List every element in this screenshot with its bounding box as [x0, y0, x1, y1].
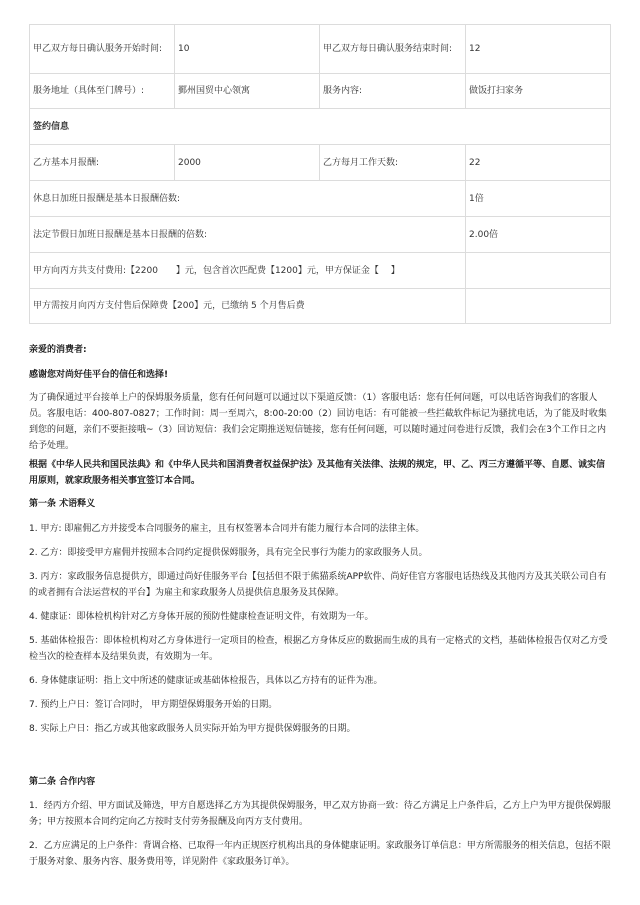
work-days-label: 乙方每月工作天数:: [320, 145, 466, 181]
aftersales-fee-value: [466, 289, 611, 324]
article2-title: 第二条 合作内容: [29, 777, 96, 787]
section-title-signing: 签约信息: [30, 109, 611, 145]
article1-item: 6. 身体健康证明：指上文中所述的健康证或基础体检报告，具体以乙方持有的证件为准。: [29, 676, 383, 686]
article1-item: 8. 实际上户日：指乙方或其他家政服务人员实际开始为甲方提供保姆服务的日期。: [29, 724, 356, 734]
table-row: [30, 181, 611, 217]
article1-item: 3. 丙方：家政服务信息提供方，即通过尚好佳服务平台【包括但不限于熊猫系统APP软件、尚好佳官方客服电话热线及其他丙方及其关联公司自有的或者拥有合法运营权的平台】为雇主和家政服务人员提供信息服务及其保障。: [29, 572, 607, 598]
monthly-pay-label: 乙方基本月报酬:: [30, 145, 175, 181]
holiday-multiplier-value: 2.00倍: [466, 217, 611, 253]
service-start-value: 10: [175, 25, 320, 74]
aftersales-fee-label: 甲方需按月向丙方支付售后保障费【200】元，已缴纳 5 个月售后费: [30, 289, 466, 324]
monthly-pay-value: 2000: [175, 145, 320, 181]
article2-item: 2．乙方应满足的上户条件：背调合格、已取得一年内正规医疗机构出具的身体健康证明。家政服务订单信息：甲方所需服务的相关信息，包括不限于服务对象、服务内容、服务费用等，详见附件《家政服务订单》。: [29, 841, 611, 867]
table-row: [30, 74, 611, 109]
rest-day-multiplier-label: 休息日加班日报酬是基本日报酬倍数:: [30, 181, 466, 217]
article1-item: 2. 乙方：即接受甲方雇佣并按照本合同约定提供保姆服务，具有完全民事行为能力的家政服务人员。: [29, 548, 428, 558]
service-address-value: 鄞州国贸中心领寓: [175, 74, 320, 109]
table-row: [30, 109, 611, 145]
table-row: [30, 145, 611, 181]
service-end-label: 甲乙双方每日确认服务结束时间:: [320, 25, 466, 74]
article2-item: 1．经丙方介绍、甲方面试及筛选，甲方自愿选择乙方为其提供保姆服务，甲乙双方协商一致：待乙方满足上户条件后，乙方上户为甲方提供保姆服务；甲方按照本合同约定向乙方按时支付劳务报酬及向丙方支付费用。: [29, 801, 611, 827]
article1-item: 5. 基础体检报告：即体检机构对乙方身体进行一定项目的检查，根据乙方身体反应的数据而生成的具有一定格式的文档，基础体检报告仅对乙方受检当次的检查样本及结果负责，有效期为一年。: [29, 636, 608, 662]
table-row: [30, 289, 611, 324]
service-address-label: 服务地址（具体至门牌号）:: [30, 74, 175, 109]
letter-body: 为了确保通过平台接单上户的保姆服务质量，您有任何问题可以通过以下渠道反馈：（1）客服电话：您有任何问题，可以电话咨询我们的客服人员。客服电话：400-807-0827；工作时间：周一至周六，8:00-20:00（2）回访电话：有可能被一些拦截软件标记为骚扰电话，为了能及时收集到您的问题，亲们不要拒接哦~（3）回访短信：我们会定期推送短信链接，您有任何问题，可以随时通过问卷进行反馈，我们会在3个工作日之内给予处理。: [29, 393, 607, 451]
article1-item: 1. 甲方: 即雇佣乙方并接受本合同服务的雇主，且有权签署本合同并有能力履行本合同的法律主体。: [29, 524, 425, 534]
total-fee-label: 甲方向丙方共支付费用:【2200 】元，包含首次匹配费【1200】元，甲方保证金【 】: [30, 253, 466, 289]
article1-title: 第一条 术语释义: [29, 499, 96, 509]
letter-thanks: 感谢您对尚好佳平台的信任和选择!: [29, 370, 169, 380]
service-start-label: 甲乙双方每日确认服务开始时间:: [30, 25, 175, 74]
rest-day-multiplier-value: 1倍: [466, 181, 611, 217]
service-content-value: 做饭打扫家务: [466, 74, 611, 109]
table-row: [30, 217, 611, 253]
contract-info-table: [29, 24, 611, 324]
holiday-multiplier-label: 法定节假日加班日报酬是基本日报酬的倍数:: [30, 217, 466, 253]
table-row: [30, 253, 611, 289]
article1-item: 7. 预约上户日：签订合同时， 甲方期望保姆服务开始的日期。: [29, 700, 278, 710]
article1-item: 4. 健康证：即体检机构针对乙方身体开展的预防性健康检查证明文件，有效期为一年。: [29, 612, 374, 622]
service-end-value: 12: [466, 25, 611, 74]
service-content-label: 服务内容:: [320, 74, 466, 109]
work-days-value: 22: [466, 145, 611, 181]
table-row: [30, 25, 611, 74]
legal-basis: 根据《中华人民共和国民法典》和《中华人民共和国消费者权益保护法》及其他有关法律、法规的规定，甲、乙、丙三方遵循平等、自愿、诚实信用原则，就家政服务相关事宜签订本合同。: [29, 460, 606, 486]
total-fee-value: [466, 253, 611, 289]
letter-greeting: 亲爱的消费者:: [29, 345, 87, 355]
